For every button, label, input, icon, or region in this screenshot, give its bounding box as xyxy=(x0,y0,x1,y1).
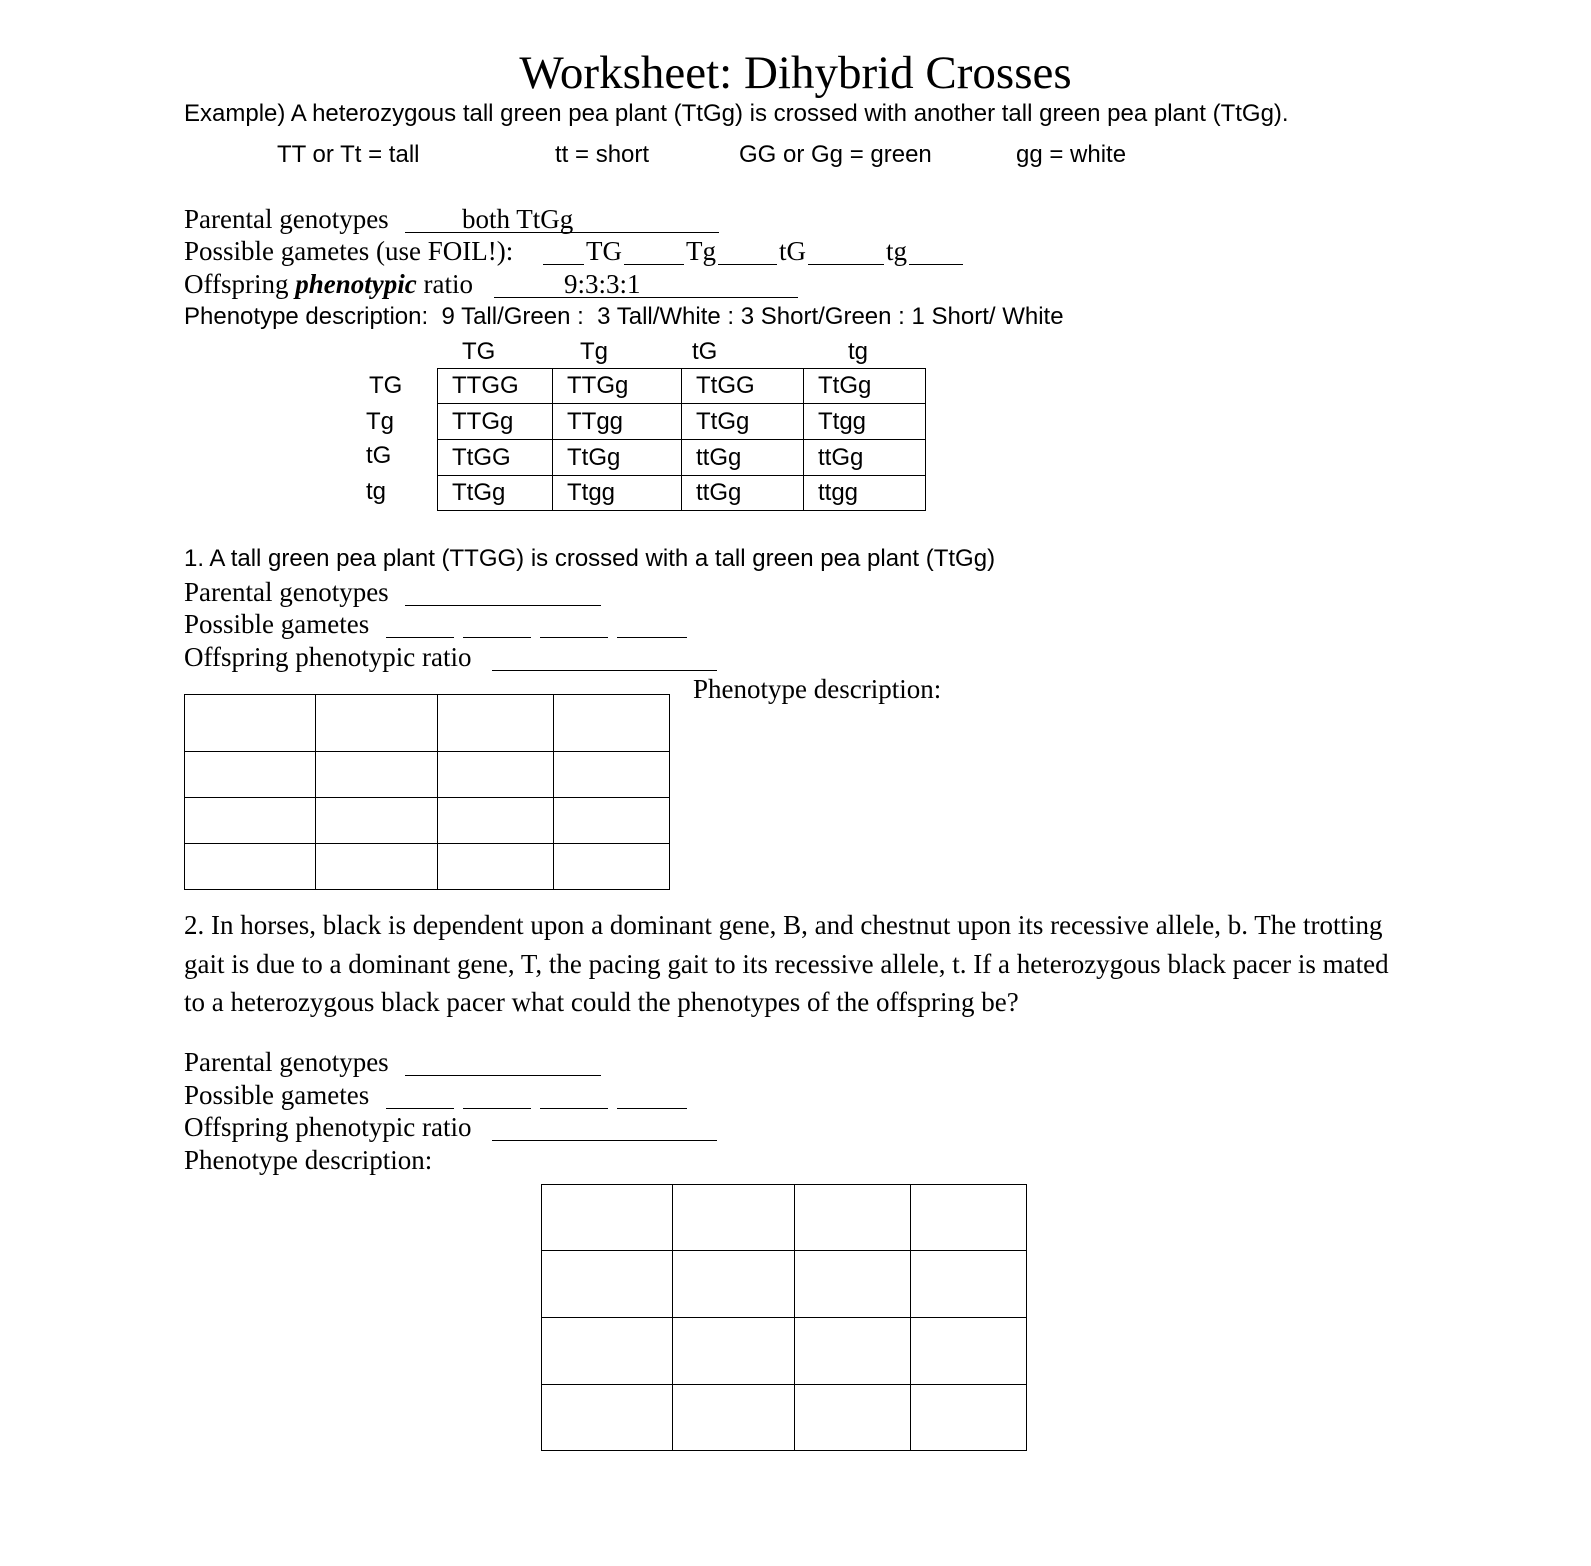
example-gamete-3: tG xyxy=(779,236,806,266)
punnett-cell[interactable] xyxy=(185,695,316,752)
punnett-cell: TTGg xyxy=(438,404,553,440)
punnett-cell[interactable] xyxy=(438,695,554,752)
punnett-cell[interactable] xyxy=(795,1185,911,1251)
punnett-cell: ttGg xyxy=(682,440,804,476)
punnett-cell[interactable] xyxy=(554,844,670,890)
punnett-col-header: tG xyxy=(692,338,718,365)
punnett-cell[interactable] xyxy=(911,1385,1027,1451)
example-gamete-2: Tg xyxy=(686,236,716,266)
punnett-cell: Ttgg xyxy=(553,476,682,511)
punnett-cell: TtGg xyxy=(438,476,553,511)
q2-gamete-blank[interactable] xyxy=(617,1084,687,1109)
punnett-cell[interactable] xyxy=(316,798,438,844)
punnett-cell: TtGg xyxy=(682,404,804,440)
q1-gamete-blank[interactable] xyxy=(617,613,687,638)
punnett-cell: ttGg xyxy=(804,440,926,476)
q1-gamete-blank[interactable] xyxy=(540,613,608,638)
punnett-cell[interactable] xyxy=(554,798,670,844)
punnett-cell[interactable] xyxy=(438,844,554,890)
punnett-cell: ttgg xyxy=(804,476,926,511)
punnett-cell[interactable] xyxy=(795,1385,911,1451)
punnett-row-header: TG xyxy=(369,372,403,399)
punnett-cell: ttGg xyxy=(682,476,804,511)
q1-gamete-blank[interactable] xyxy=(386,613,454,638)
punnett-cell[interactable] xyxy=(542,1318,673,1385)
punnett-cell[interactable] xyxy=(554,752,670,798)
q2-punnett-square xyxy=(541,1184,1027,1451)
example-ratio-label: Offspring phenotypic ratio xyxy=(184,269,473,299)
example-ratio-value: 9:3:3:1 xyxy=(564,269,641,299)
q2-ratio-blank[interactable] xyxy=(492,1116,717,1141)
q1-punnett-square xyxy=(184,694,670,890)
q2-gamete-blank[interactable] xyxy=(463,1084,531,1109)
punnett-row-header: Tg xyxy=(366,408,395,435)
q1-description-label: Phenotype description: xyxy=(693,674,942,704)
punnett-cell[interactable] xyxy=(673,1318,795,1385)
punnett-cell: Ttgg xyxy=(804,404,926,440)
punnett-cell[interactable] xyxy=(438,752,554,798)
example-gametes-label: Possible gametes (use FOIL!): xyxy=(184,236,514,266)
example-parental-label: Parental genotypes xyxy=(184,204,389,234)
punnett-col-header: TG xyxy=(462,338,496,365)
example-gamete-1: TG xyxy=(586,236,622,266)
punnett-cell: TTGg xyxy=(553,369,682,404)
example-parental-value: both TtGg xyxy=(462,204,574,234)
q2-description-label: Phenotype description: xyxy=(184,1145,433,1175)
q2-gamete-blank[interactable] xyxy=(540,1084,608,1109)
punnett-cell[interactable] xyxy=(795,1318,911,1385)
punnett-cell[interactable] xyxy=(911,1251,1027,1318)
punnett-cell: TtGg xyxy=(804,369,926,404)
key-white: gg = white xyxy=(1016,141,1127,168)
punnett-cell: TtGG xyxy=(682,369,804,404)
punnett-cell[interactable] xyxy=(316,752,438,798)
punnett-col-header: Tg xyxy=(580,338,609,365)
q1-ratio-label: Offspring phenotypic ratio xyxy=(184,642,472,672)
q1-prompt: 1. A tall green pea plant (TTGG) is crossed with a tall green pea plant (TtGg) xyxy=(184,545,996,572)
key-green: GG or Gg = green xyxy=(739,141,932,168)
example-gamete-4: tg xyxy=(886,236,908,266)
punnett-row-header: tG xyxy=(366,442,392,469)
page-title: Worksheet: Dihybrid Crosses xyxy=(519,47,1072,99)
punnett-cell[interactable] xyxy=(795,1251,911,1318)
q1-gamete-blank[interactable] xyxy=(463,613,531,638)
q2-parental-label: Parental genotypes xyxy=(184,1047,389,1077)
example-punnett-square xyxy=(437,368,926,511)
punnett-cell[interactable] xyxy=(316,695,438,752)
q1-parental-label: Parental genotypes xyxy=(184,577,389,607)
q2-gamete-blank[interactable] xyxy=(386,1084,454,1109)
punnett-cell[interactable] xyxy=(185,844,316,890)
q1-parental-blank[interactable] xyxy=(405,581,601,606)
punnett-row-header: tg xyxy=(366,478,387,505)
punnett-col-header: tg xyxy=(848,338,869,365)
punnett-cell: TTGG xyxy=(438,369,553,404)
punnett-cell[interactable] xyxy=(438,798,554,844)
punnett-cell[interactable] xyxy=(542,1385,673,1451)
example-prompt: Example) A heterozygous tall green pea plant (TtGg) is crossed with another tall green pea plant (TtGg). xyxy=(184,100,1289,127)
punnett-cell[interactable] xyxy=(185,798,316,844)
punnett-cell[interactable] xyxy=(542,1185,673,1251)
example-phenotype-description: Phenotype description: 9 Tall/Green : 3 Tall/White : 3 Short/Green : 1 Short/ White xyxy=(184,303,1064,330)
q2-parental-blank[interactable] xyxy=(405,1051,601,1076)
punnett-cell[interactable] xyxy=(673,1385,795,1451)
example-ratio-blank xyxy=(494,269,798,299)
punnett-cell[interactable] xyxy=(911,1185,1027,1251)
punnett-cell: TtGg xyxy=(553,440,682,476)
q2-ratio-label: Offspring phenotypic ratio xyxy=(184,1112,472,1142)
punnett-cell[interactable] xyxy=(554,695,670,752)
punnett-cell: TTgg xyxy=(553,404,682,440)
punnett-cell[interactable] xyxy=(316,844,438,890)
q2-prompt: 2. In horses, black is dependent upon a dominant gene, B, and chestnut upon its recessive allele, b. The trotting gait is due to a dominant gene, T, the pacing gait to its recessive allele, t. If a heterozygous black pacer is mated to a heterozygous black pacer what could the phenotypes of the offspring be? xyxy=(184,910,1389,1017)
punnett-cell[interactable] xyxy=(185,752,316,798)
key-tall: TT or Tt = tall xyxy=(277,141,420,168)
key-short: tt = short xyxy=(555,141,650,168)
punnett-cell[interactable] xyxy=(911,1318,1027,1385)
punnett-cell: TtGG xyxy=(438,440,553,476)
punnett-cell[interactable] xyxy=(673,1251,795,1318)
q1-ratio-blank[interactable] xyxy=(492,646,717,671)
punnett-cell[interactable] xyxy=(673,1185,795,1251)
q1-gametes-label: Possible gametes xyxy=(184,609,370,639)
q2-gametes-label: Possible gametes xyxy=(184,1080,370,1110)
punnett-cell[interactable] xyxy=(542,1251,673,1318)
